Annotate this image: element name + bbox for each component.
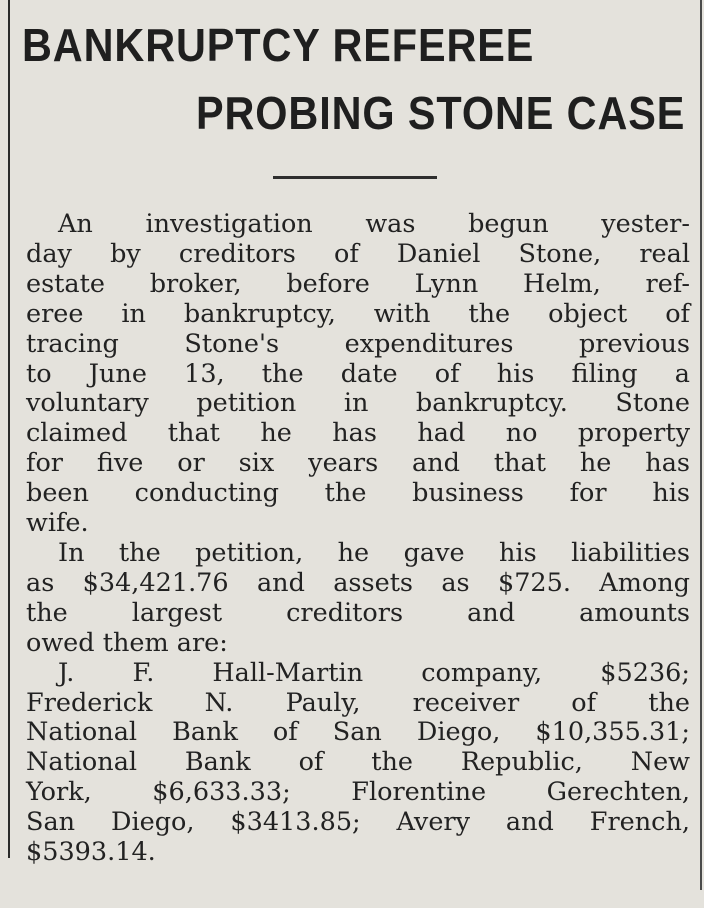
article-line: An investigation was begun yester- — [58, 209, 690, 239]
article-line: as $34,421.76 and assets as $725. Among — [26, 567, 690, 598]
article-line: for five or six years and that he has — [26, 448, 690, 479]
article-line: $5393.14. — [26, 837, 156, 868]
article-line: eree in bankruptcy, with the object of — [26, 298, 690, 329]
article-line: tracing Stone's expenditures previous — [26, 328, 690, 359]
article-body — [26, 210, 690, 868]
article-line: the largest creditors and amounts — [26, 597, 690, 628]
column-rule-right — [700, 0, 702, 890]
article-line: San Diego, $3413.85; Avery and French, — [26, 807, 690, 838]
article-line: claimed that he has had no property — [26, 418, 690, 449]
headline-divider — [273, 176, 437, 179]
article-line: voluntary petition in bankruptcy. Stone — [26, 388, 690, 419]
article-line: In the petition, he gave his liabilities — [58, 537, 690, 568]
article-line: York, $6,633.33; Florentine Gerechten, — [26, 777, 690, 808]
headline-line-2: PROBING STONE CASE — [196, 87, 686, 139]
article-line: wife. — [26, 508, 89, 539]
headline-line-1: BANKRUPTCY REFEREE — [22, 19, 535, 71]
article-line: estate broker, before Lynn Helm, ref- — [26, 268, 690, 299]
article-line: been conducting the business for his — [26, 478, 690, 509]
article-line: day by creditors of Daniel Stone, real — [26, 238, 690, 269]
article-line: Frederick N. Pauly, receiver of the — [26, 687, 690, 718]
article-line: J. F. Hall-Martin company, $5236; — [58, 657, 690, 688]
article-line: owed them are: — [26, 627, 228, 658]
article-line: National Bank of the Republic, New — [26, 747, 690, 778]
article-line: National Bank of San Diego, $10,355.31; — [26, 717, 690, 748]
article-line: to June 13, the date of his filing a — [26, 358, 690, 389]
column-rule-left — [8, 0, 10, 858]
